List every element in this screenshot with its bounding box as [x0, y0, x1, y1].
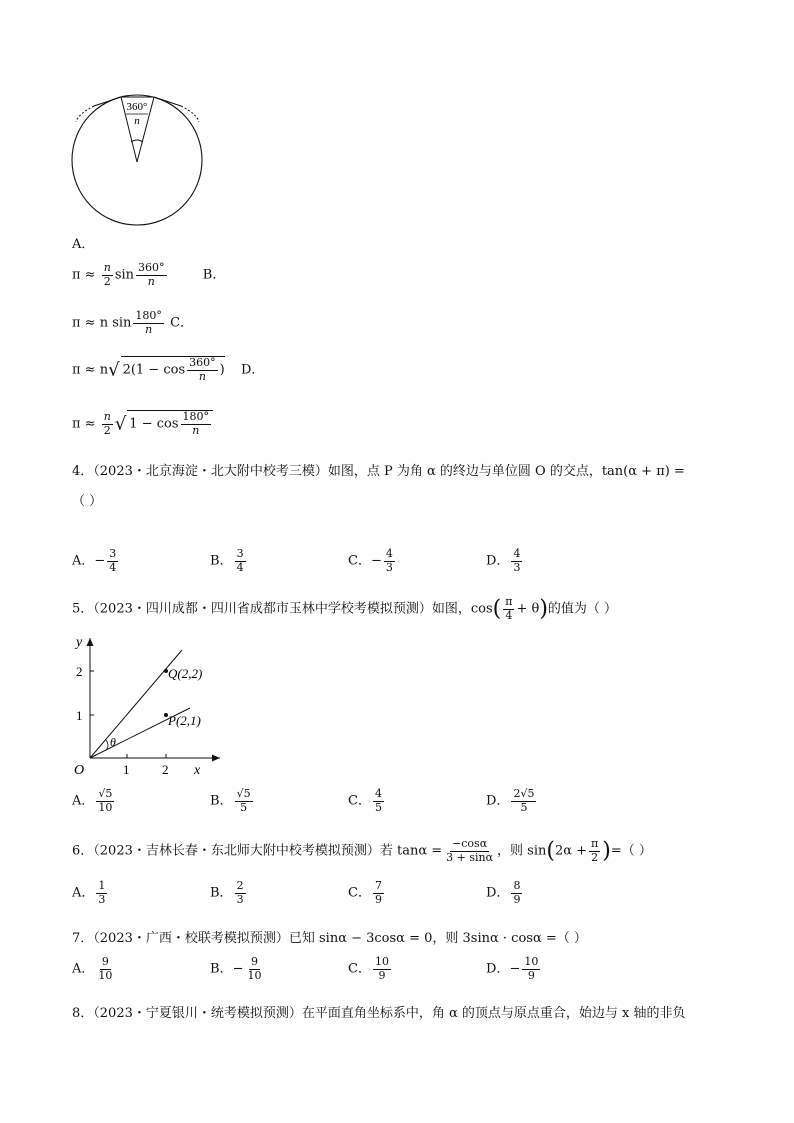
q5-option-b[interactable] — [210, 788, 255, 814]
q3-d-n: n — [103, 410, 111, 423]
q3-d-frac — [181, 411, 212, 437]
q5-a-den: 10 — [98, 800, 113, 814]
q7-b-label: B． — [210, 961, 233, 977]
q3-a-frac — [136, 262, 167, 288]
q7-c-den: 9 — [378, 968, 386, 982]
circle-sector-figure — [68, 92, 208, 230]
q5-b-num: √5 — [236, 787, 251, 800]
q3-a-coef — [102, 262, 113, 288]
q5-c-num: 4 — [374, 787, 382, 800]
q4-option-b[interactable] — [210, 548, 248, 574]
q6-option-a[interactable] — [72, 880, 109, 906]
q5-d-den: 5 — [520, 800, 528, 814]
q4-b-label: B． — [210, 553, 233, 569]
q4-d-den: 3 — [513, 560, 521, 574]
q6-b-label: B． — [210, 885, 233, 901]
q3-d-num: 180° — [182, 410, 210, 423]
q7-d-sign: − — [509, 961, 521, 977]
x-tick-1: 1 — [123, 762, 130, 777]
q5-option-a[interactable] — [72, 788, 116, 814]
q3-b-pre: π ≈ n sin — [72, 315, 132, 331]
q7-d-num: 10 — [524, 955, 539, 968]
q4-a-label: A． — [72, 553, 95, 569]
q5-a-num: √5 — [98, 787, 113, 800]
q4-option-c[interactable] — [348, 548, 397, 574]
q7-a-label: A． — [72, 961, 95, 977]
q4-option-a[interactable] — [72, 548, 120, 574]
q4-option-d[interactable] — [486, 548, 524, 574]
q3-c-num: 360° — [189, 356, 216, 369]
q6-text-post: =（ ） — [610, 843, 652, 859]
q5-d-num: 2√5 — [513, 787, 535, 800]
y-axis-label: y — [76, 635, 83, 650]
q5-option-c[interactable] — [348, 788, 386, 814]
angle-denominator: n — [134, 115, 140, 127]
q3-option-d-label: D． — [240, 362, 265, 378]
q5-c-den: 5 — [374, 800, 382, 814]
q3-option-a-formula — [72, 262, 225, 288]
q5-b-frac — [235, 788, 253, 814]
q5-text-post: 的值为（ ） — [547, 601, 618, 617]
y-tick-1: 1 — [76, 708, 83, 723]
q4-a-sign: − — [94, 553, 106, 569]
q6-option-b[interactable] — [210, 880, 248, 906]
q6-inner-num: π — [591, 837, 599, 850]
q7-a-den: 10 — [98, 968, 113, 982]
q3-option-a-label: A． — [72, 237, 95, 252]
paren-open: ( — [546, 838, 555, 864]
x-tick-2: 2 — [162, 762, 169, 777]
q4-c-den: 3 — [385, 560, 393, 574]
q6-num: −cosα — [452, 837, 488, 850]
q6-b-den: 3 — [236, 892, 244, 906]
x-axis-label: x — [194, 763, 201, 778]
q4-question-text: 4．（2023・北京海淀・北大附中校考三模）如图，点 P 为角 α 的终边与单位圆 O 的交点，tan(α + π) = — [72, 464, 685, 479]
q5-d-label: D． — [486, 793, 510, 809]
q7-c-num: 10 — [374, 955, 389, 968]
q7-b-sign: − — [232, 961, 244, 977]
y-tick-2: 2 — [76, 664, 83, 679]
q5-inner-den: 4 — [505, 608, 513, 622]
q3-d-two: 2 — [103, 423, 111, 437]
point-p-label: P(2,1) — [168, 713, 201, 728]
q6-c-label: C． — [348, 885, 371, 901]
q5-text-pre: 5．（2023・四川成都・四川省成都市玉林中学校考模拟预测）如图，cos — [72, 601, 493, 617]
q3-a-den: n — [147, 274, 155, 288]
q5-c-label: C． — [348, 793, 371, 809]
q6-text-mid: ，则 sin — [497, 843, 547, 859]
q5-c-frac — [373, 788, 384, 814]
q5-inner-frac — [503, 596, 514, 622]
q6-a-den: 3 — [98, 892, 106, 906]
paren-close: ) — [602, 838, 611, 864]
q3-b-num: 180° — [135, 309, 162, 322]
q6-b-frac — [235, 880, 246, 906]
q4-a-num: 3 — [109, 547, 117, 560]
q6-inner-frac — [589, 838, 600, 864]
q3-option-c-label: C． — [170, 315, 194, 331]
q7-d-den: 9 — [527, 968, 535, 982]
q3-c-frac — [187, 357, 218, 383]
q3-a-num: 360° — [138, 261, 165, 274]
q5-question-text — [72, 596, 617, 622]
q7-question-text: 7．（2023・广西・校联考模拟预测）已知 sinα − 3cosα = 0，则 3sinα · cosα =（ ） — [72, 931, 587, 946]
theta-label: θ — [110, 735, 116, 749]
q3-c-pre: π ≈ n — [72, 362, 109, 378]
q8-question-text: 8．（2023・宁夏银川・统考模拟预测）在平面直角坐标系中，角 α 的顶点与原点重合，始边与 x 轴的非负 — [72, 1006, 686, 1021]
q7-d-label: D． — [486, 961, 510, 977]
q3-d-body: 1 − cos — [129, 416, 179, 432]
origin-label: O — [74, 763, 85, 778]
q4-c-frac — [384, 548, 395, 574]
q5-d-frac — [511, 788, 536, 814]
q3-b-frac — [133, 310, 164, 336]
q6-a-frac — [96, 880, 107, 906]
q6-b-num: 2 — [236, 879, 244, 892]
q4-answer-paren: （ ） — [72, 494, 103, 509]
q3-b-den: n — [145, 322, 153, 336]
angle-numerator: 360° — [126, 101, 148, 113]
q6-c-den: 9 — [374, 892, 382, 906]
q6-d-num: 8 — [513, 879, 521, 892]
q4-b-num: 3 — [236, 547, 244, 560]
q4-c-sign: − — [370, 553, 382, 569]
q4-d-label: D． — [486, 553, 510, 569]
q6-option-c[interactable] — [348, 880, 386, 906]
q3-option-b-label: B． — [202, 267, 226, 283]
q3-a-two: 2 — [103, 274, 111, 288]
q6-question-text — [72, 838, 652, 864]
q5-b-label: B． — [210, 793, 233, 809]
q3-a-sin: sin — [114, 267, 135, 283]
q3-d-coef — [102, 411, 113, 437]
q7-a-frac — [96, 956, 114, 982]
paren-open: ( — [492, 596, 502, 622]
sqrt-icon: √ — [114, 413, 127, 435]
q3-d-radicand — [127, 410, 213, 437]
q7-option-d[interactable] — [486, 956, 542, 982]
q5-b-den: 5 — [240, 800, 248, 814]
q5-a-frac — [96, 788, 114, 814]
q5-option-d[interactable] — [486, 788, 538, 814]
q7-option-a[interactable] — [72, 956, 116, 982]
q6-a-num: 1 — [98, 879, 106, 892]
q5-a-label: A． — [72, 793, 95, 809]
q4-b-den: 4 — [236, 560, 244, 574]
q4-d-frac — [511, 548, 522, 574]
q3-d-pre: π ≈ — [72, 416, 96, 432]
q3-c-body: 2(1 − cos — [122, 362, 186, 378]
q6-inner-pre: 2α + — [554, 843, 588, 859]
q5-inner-num: π — [505, 595, 513, 608]
q3-option-c-formula — [72, 356, 264, 383]
q3-c-radicand — [121, 356, 225, 383]
q6-d-frac — [511, 880, 522, 906]
q3-c-den: n — [198, 369, 206, 383]
sqrt-icon: √ — [108, 359, 120, 381]
q7-d-frac — [522, 956, 540, 982]
point-q-label: Q(2,2) — [168, 666, 203, 681]
q3-a-pre: π ≈ — [72, 267, 96, 283]
q7-c-frac — [373, 956, 391, 982]
q6-text-pre: 6．（2023・吉林长春・东北师大附中校考模拟预测）若 tanα = — [72, 843, 443, 859]
q6-inner-den: 2 — [591, 850, 599, 864]
q6-den: 3 + sinα — [446, 850, 494, 864]
q3-option-b-formula — [72, 310, 193, 336]
coordinate-figure — [70, 630, 230, 780]
q3-option-d-formula — [72, 410, 213, 437]
q4-a-den: 4 — [109, 560, 117, 574]
q6-option-d[interactable] — [486, 880, 524, 906]
q5-inner-post: + θ — [516, 601, 540, 617]
q4-c-label: C． — [348, 553, 371, 569]
q7-b-den: 10 — [247, 968, 262, 982]
q7-option-b[interactable] — [210, 956, 265, 982]
q6-a-label: A． — [72, 885, 95, 901]
q7-a-num: 9 — [101, 955, 109, 968]
q6-c-frac — [373, 880, 384, 906]
q6-c-num: 7 — [374, 879, 382, 892]
q7-b-num: 9 — [250, 955, 258, 968]
q7-b-frac — [245, 956, 263, 982]
paren-close: ) — [539, 596, 548, 622]
q3-a-n: n — [103, 261, 111, 274]
q6-d-label: D． — [486, 885, 510, 901]
q7-c-label: C． — [348, 961, 371, 977]
q4-b-frac — [235, 548, 246, 574]
q3-c-close: ) — [219, 362, 225, 378]
q4-c-num: 4 — [385, 547, 393, 560]
q3-d-den: n — [192, 423, 200, 437]
q4-d-num: 4 — [513, 547, 521, 560]
q4-a-frac — [107, 548, 118, 574]
q7-option-c[interactable] — [348, 956, 393, 982]
q6-d-den: 9 — [513, 892, 521, 906]
q6-frac — [444, 838, 495, 864]
